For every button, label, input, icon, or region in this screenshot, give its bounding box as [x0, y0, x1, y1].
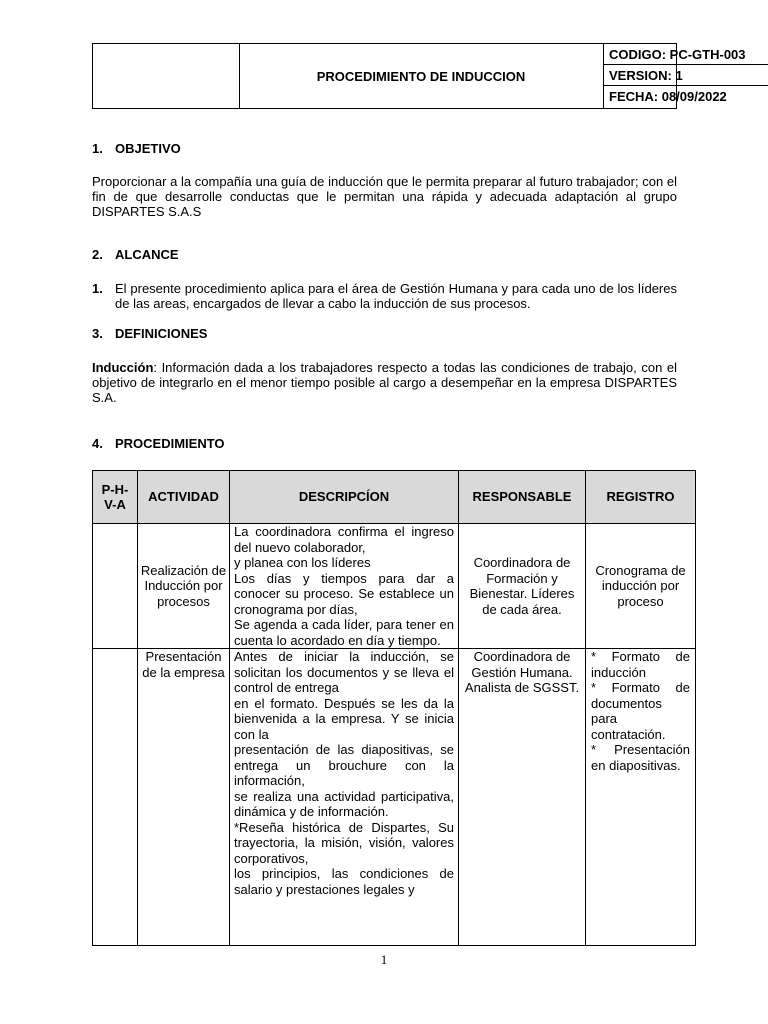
- description-line: se realiza una actividad participativa, dinámica y de información.: [234, 788, 454, 819]
- cell-descripcion: [230, 649, 459, 946]
- header-descripcion: DESCRIPCÍON: [230, 471, 459, 524]
- section-number: 1.: [92, 141, 103, 156]
- header-phva: [93, 471, 138, 524]
- cell-responsable: Coordinadora de Gestión Humana. Analista de SGSST.: [459, 649, 586, 946]
- description-line: La coordinadora confirma el ingreso del nuevo colaborador,: [234, 524, 454, 555]
- section-heading-definiciones: [92, 326, 207, 341]
- section-title: OBJETIVO: [115, 141, 181, 156]
- section-heading-alcance: [92, 247, 179, 262]
- section-number: 2.: [92, 247, 103, 262]
- document-code: CODIGO: PC-GTH-003: [604, 44, 768, 65]
- document-meta: [603, 44, 768, 108]
- table-row: [93, 649, 696, 946]
- section-title: PROCEDIMIENTO: [115, 436, 225, 451]
- section-title: DEFINICIONES: [115, 326, 208, 341]
- document-header-table: [92, 43, 746, 109]
- header-phva-label: P-H-V-A: [101, 481, 129, 512]
- cell-responsable: Coordinadora de Formación y Bienestar. Líderes de cada área.: [459, 524, 586, 649]
- cell-phva: [93, 524, 138, 649]
- definicion-paragraph: [92, 360, 677, 405]
- description-line: Antes de iniciar la inducción, se solicitan los documentos y se lleva el control de entrega: [234, 649, 454, 695]
- section-title: ALCANCE: [115, 247, 179, 262]
- description-line: los principios, las condiciones de salario y prestaciones legales y: [234, 866, 454, 897]
- page-number: 1: [380, 952, 388, 967]
- description-line: presentación de las diapositivas, se entrega un brouchure con la información,: [234, 742, 454, 788]
- registro-line: * Formato de documentos para contratación.: [591, 680, 690, 742]
- definition-text: : Información dada a los trabajadores respecto a todas las condiciones de trabajo, con el objetivo de integrarlo en el menor tiempo posible al cargo a desempeñar en la empresa DISPARTES S.A.: [92, 360, 677, 405]
- cell-actividad: Realización de Inducción por procesos: [138, 524, 230, 649]
- list-item-number: 1.: [92, 281, 103, 296]
- cell-registro: Cronograma de inducción por proceso: [586, 524, 696, 649]
- header-responsable: RESPONSABLE: [459, 471, 586, 524]
- description-line: en el formato. Después se les da la bienvenida a la empresa. Y se inicia con la: [234, 695, 454, 742]
- section-number: 4.: [92, 436, 103, 451]
- description-line: Los días y tiempos para dar a conocer su proceso. Se establece un cronograma por días,: [234, 570, 454, 617]
- definition-term: Inducción: [92, 360, 154, 375]
- registro-line: * Formato de inducción: [591, 649, 690, 680]
- objetivo-paragraph: Proporcionar a la compañía una guía de inducción que le permita preparar al futuro trabajador; con el fin de que desarrolle conductas que le permitan una rápida y adecuada adaptación al grupo DISPARTES S.A.S: [92, 174, 677, 219]
- cell-registro: [586, 649, 696, 946]
- table-header-row: [93, 471, 696, 524]
- section-heading-objetivo: [92, 141, 181, 156]
- document-title: PROCEDIMIENTO DE INDUCCION: [316, 68, 526, 84]
- header-registro: REGISTRO: [586, 471, 696, 524]
- registro-line: * Presentación en diapositivas.: [591, 742, 690, 773]
- table-row: [93, 524, 696, 649]
- document-date: FECHA: 08/09/2022: [609, 89, 727, 104]
- description-line: Se agenda a cada líder, para tener en cuenta lo acordado en día y tiempo.: [234, 617, 454, 648]
- section-heading-procedimiento: [92, 436, 225, 451]
- description-line: y planea con los líderes: [234, 555, 371, 570]
- logo-cell: [93, 44, 240, 108]
- cell-phva: [93, 649, 138, 946]
- header-actividad: ACTIVIDAD: [138, 471, 230, 524]
- description-line: *Reseña histórica de Dispartes, Su trayectoria, la misión, visión, valores corporativos,: [234, 819, 454, 866]
- cell-actividad: Presentación de la empresa: [138, 649, 230, 946]
- section-number: 3.: [92, 326, 103, 341]
- alcance-item: [92, 281, 677, 311]
- alcance-text: El presente procedimiento aplica para el área de Gestión Humana y para cada uno de los líderes de las areas, encargados de llevar a cabo la inducción de sus procesos.: [115, 281, 677, 311]
- procedure-table: [92, 470, 696, 946]
- document-version: VERSION: 1: [604, 65, 768, 86]
- cell-descripcion: [230, 524, 459, 649]
